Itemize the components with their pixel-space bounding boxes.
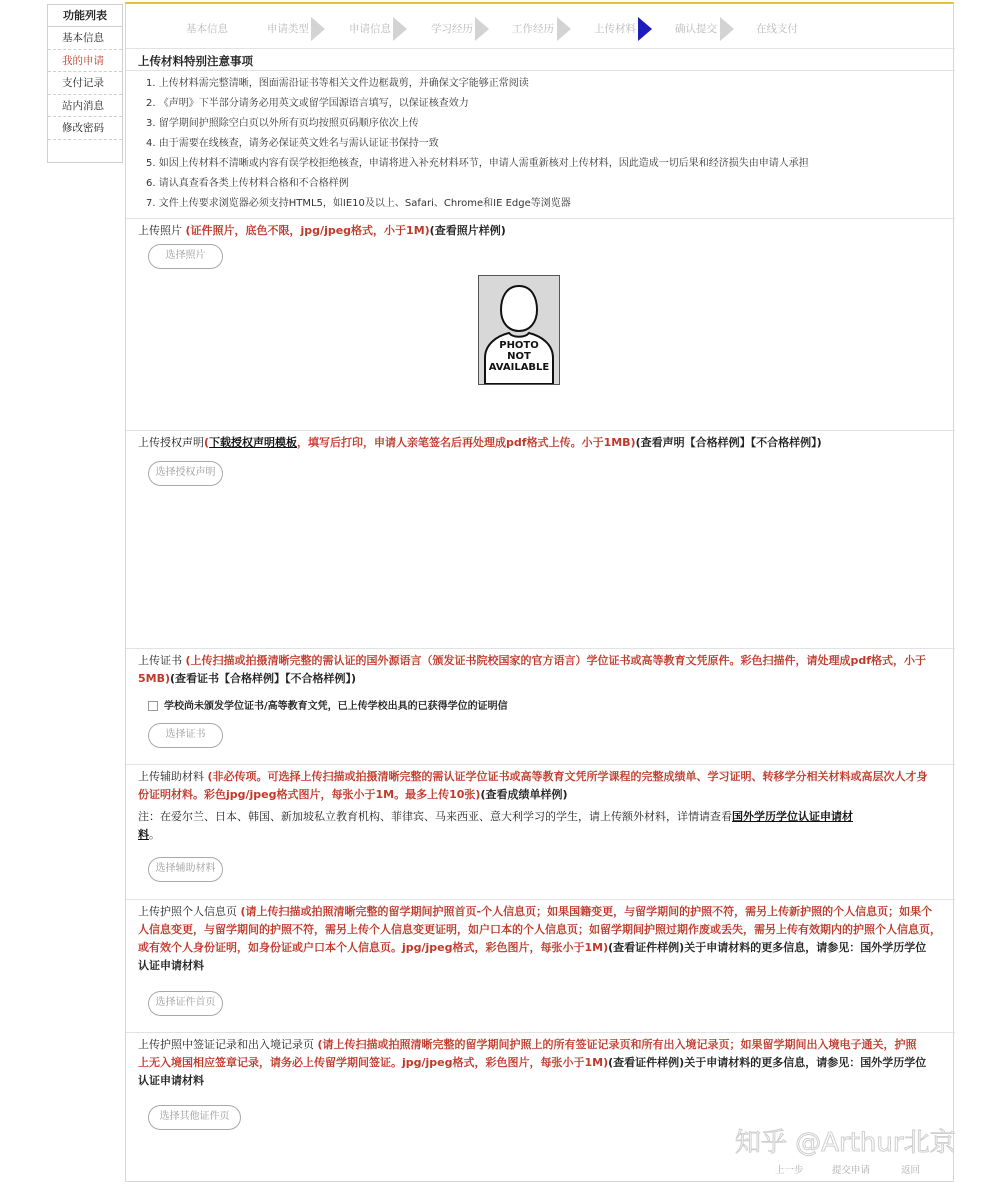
visa-sample-link[interactable]: (查看证件样例) xyxy=(608,1056,685,1069)
divider xyxy=(126,430,955,431)
passport-section-title xyxy=(138,903,948,975)
step-confirm-submit: 确认提交 xyxy=(675,23,717,35)
select-supplementary-button[interactable]: 选择辅助材料 xyxy=(148,857,223,882)
no-certificate-checkbox[interactable] xyxy=(148,701,158,711)
certificate-sample-links[interactable]: (查看证书【合格样例】【不合格样例】) xyxy=(170,672,357,685)
photo-placeholder-line3: AVAILABLE xyxy=(488,362,550,373)
supplementary-sample-link[interactable]: (查看成绩单样例) xyxy=(480,788,568,801)
step-online-payment: 在线支付 xyxy=(756,23,798,35)
visa-guide-link[interactable]: 国外学历学位 xyxy=(860,1056,927,1069)
statement-sample-links[interactable]: (查看声明【合格样例】【不合格样例】) xyxy=(635,436,822,449)
passport-requirements-1: (请上传扫描或拍照清晰完整的留学期间护照首页-个人信息页；如果国籍变更，与留学期间的护照不符，需另上传新护照的个人信息页；如果个 xyxy=(240,905,933,918)
sidebar-title: 功能列表 xyxy=(48,5,122,27)
supplementary-note-end: 。 xyxy=(149,828,160,841)
select-statement-button[interactable]: 选择授权声明 xyxy=(148,461,223,486)
visa-section-title xyxy=(138,1036,948,1090)
certificate-requirements: (上传扫描或拍摄清晰完整的需认证的国外源语言（颁发证书院校国家的官方语言）学位证书或高等教育文凭原件。彩色扫描件，请处理成pdf格式，小于 xyxy=(185,654,927,667)
supplementary-section-title xyxy=(138,768,943,804)
step-application-info: 申请信息 xyxy=(349,23,391,35)
notice-item: 2. 《声明》下半部分请务必用英文或留学国源语言填写，以保证核查效力 xyxy=(146,98,469,109)
supplementary-requirements: (非必传项。可选择上传扫描或拍摄清晰完整的需认证学位证书或高等教育文凭所学课程的完整成绩单、学习证明、转移学分相关材料或高层次人才身 xyxy=(207,770,928,783)
passport-label: 上传护照个人信息页 xyxy=(138,905,237,918)
step-basic-info: 基本信息 xyxy=(186,23,228,35)
photo-label: 上传照片 xyxy=(138,224,182,237)
passport-guide-link[interactable]: 国外学历学位 xyxy=(860,941,927,954)
passport-more-info: 关于申请材料的更多信息，请参见： xyxy=(684,941,861,954)
divider xyxy=(126,899,955,900)
step-progress xyxy=(126,12,955,46)
notice-item: 3. 留学期间护照除空白页以外所有页均按照页码顺序依次上传 xyxy=(146,118,419,129)
photo-section-title xyxy=(138,222,506,240)
supplementary-note xyxy=(138,808,943,844)
previous-step-link[interactable]: 上一步 xyxy=(775,1165,804,1176)
materials-guide-link-2[interactable]: 料 xyxy=(138,828,149,841)
select-certificate-button[interactable]: 选择证书 xyxy=(148,723,223,748)
statement-requirements: ，填写后打印，申请人亲笔签名后再处理成pdf格式上传。小于1MB) xyxy=(297,436,636,449)
person-silhouette-icon xyxy=(479,276,559,384)
visa-requirements-1: (请上传扫描或拍照清晰完整的留学期间护照上的所有签证记录页和所有出入境记录页；如果留学期间出入境电子通关，护照 xyxy=(317,1038,917,1051)
main-panel xyxy=(125,2,954,1182)
visa-label: 上传护照中签证记录和出入境记录页 xyxy=(138,1038,314,1051)
statement-section-title xyxy=(138,434,822,452)
notice-item: 1. 上传材料需完整清晰，图面需沿证书等相关文件边框裁剪，并确保文字能够正常阅读 xyxy=(146,78,529,89)
notice-item: 7. 文件上传要求浏览器必须支持HTML5，如IE10及以上、Safari、Chrome和IE Edge等浏览器 xyxy=(146,198,571,209)
sidebar-item-basic-info[interactable]: 基本信息 xyxy=(48,27,122,50)
supplementary-label: 上传辅助材料 xyxy=(138,770,204,783)
statement-label: 上传授权声明 xyxy=(138,436,204,449)
visa-more-info: 关于申请材料的更多信息，请参见： xyxy=(684,1056,861,1069)
photo-sample-link[interactable]: (查看照片样例) xyxy=(429,224,506,237)
visa-requirements-2: 上无入境国相应签章记录，请务必上传留学期间签证。jpg/jpeg格式，彩色图片，每张小于1M) xyxy=(138,1056,609,1069)
submit-application-link[interactable]: 提交申请 xyxy=(832,1165,871,1176)
certificate-label: 上传证书 xyxy=(138,654,182,667)
visa-guide-link-2[interactable]: 认证申请材料 xyxy=(138,1074,204,1087)
brand-watermark xyxy=(735,1122,956,1159)
materials-guide-link[interactable]: 国外学历学位认证申请材 xyxy=(732,810,853,823)
sidebar-item-messages[interactable]: 站内消息 xyxy=(48,95,122,118)
supplementary-requirements-2: 份证明材料。彩色jpg/jpeg格式图片，每张小于1M。最多上传10张) xyxy=(138,788,481,801)
step-arrow-icon xyxy=(393,17,407,41)
step-arrow-icon xyxy=(557,17,571,41)
step-education: 学习经历 xyxy=(431,23,473,35)
notice-title: 上传材料特别注意事项 xyxy=(138,54,253,68)
step-arrow-icon xyxy=(311,17,325,41)
current-step-arrow-icon xyxy=(638,17,652,41)
notice-item: 4. 由于需要在线核查，请务必保证英文姓名与需认证证书保持一致 xyxy=(146,138,439,149)
step-arrow-icon xyxy=(475,17,489,41)
step-upload-materials: 上传材料 xyxy=(594,23,636,35)
select-photo-button[interactable]: 选择照片 xyxy=(148,244,223,269)
notice-item: 5. 如因上传材料不清晰或内容有误学校拒绝核查，申请将进入补充材料环节，申请人需重新核对上传材料，因此造成一切后果和经济损失由申请人承担 xyxy=(146,158,809,169)
sidebar xyxy=(47,4,123,163)
no-certificate-checkbox-label: 学校尚未颁发学位证书/高等教育文凭，已上传学校出具的已获得学位的证明信 xyxy=(164,701,508,712)
step-arrow-icon xyxy=(720,17,734,41)
divider xyxy=(126,70,955,71)
passport-sample-link[interactable]: (查看证件样例) xyxy=(608,941,685,954)
notice-item: 6. 请认真查看各类上传材料合格和不合格样例 xyxy=(146,178,349,189)
divider xyxy=(126,218,955,219)
select-other-pages-button[interactable]: 选择其他证件页 xyxy=(148,1105,241,1130)
photo-placeholder xyxy=(478,275,560,385)
statement-paren: ( xyxy=(204,436,210,449)
back-link[interactable]: 返回 xyxy=(901,1165,921,1176)
step-work: 工作经历 xyxy=(512,23,554,35)
divider xyxy=(126,648,955,649)
divider xyxy=(126,764,955,765)
download-statement-template-link[interactable]: 下载授权声明模板 xyxy=(209,436,298,449)
sidebar-item-payment-records[interactable]: 支付记录 xyxy=(48,72,122,95)
sidebar-item-change-password[interactable]: 修改密码 xyxy=(48,117,122,140)
notice-list xyxy=(146,74,809,214)
divider xyxy=(126,48,955,49)
passport-requirements-3: 或有效个人身份证明，如身份证或户口本个人信息页。jpg/jpeg格式，彩色图片，每张小于1M) xyxy=(138,941,609,954)
photo-placeholder-line2: NOT xyxy=(507,351,531,362)
sidebar-spacer xyxy=(48,140,122,162)
select-passport-first-page-button[interactable]: 选择证件首页 xyxy=(148,991,223,1016)
step-application-type: 申请类型 xyxy=(267,23,309,35)
certificate-requirements-size: 5MB) xyxy=(138,672,171,685)
photo-placeholder-line1: PHOTO xyxy=(499,340,539,351)
certificate-section-title xyxy=(138,652,943,688)
photo-requirements: (证件照片，底色不限，jpg/jpeg格式，小于1M) xyxy=(185,224,430,237)
divider xyxy=(126,1032,955,1033)
passport-requirements-2: 人信息变更，与留学期间的护照不符，需另上传个人信息变更证明，如户口本的个人信息页；如留学期间护照过期作废或丢失，需另上传有效期内的护照个人信息页， xyxy=(138,923,941,936)
supplementary-note-text: 注：在爱尔兰、日本、韩国、新加坡私立教育机构、菲律宾、马来西亚、意大利学习的学生，请上传额外材料，详情请查看 xyxy=(138,810,732,823)
watermark-text: 知乎 @Arthur北京 xyxy=(735,1128,956,1158)
passport-guide-link-2[interactable]: 认证申请材料 xyxy=(138,959,204,972)
sidebar-item-my-application[interactable]: 我的申请 xyxy=(48,50,122,73)
